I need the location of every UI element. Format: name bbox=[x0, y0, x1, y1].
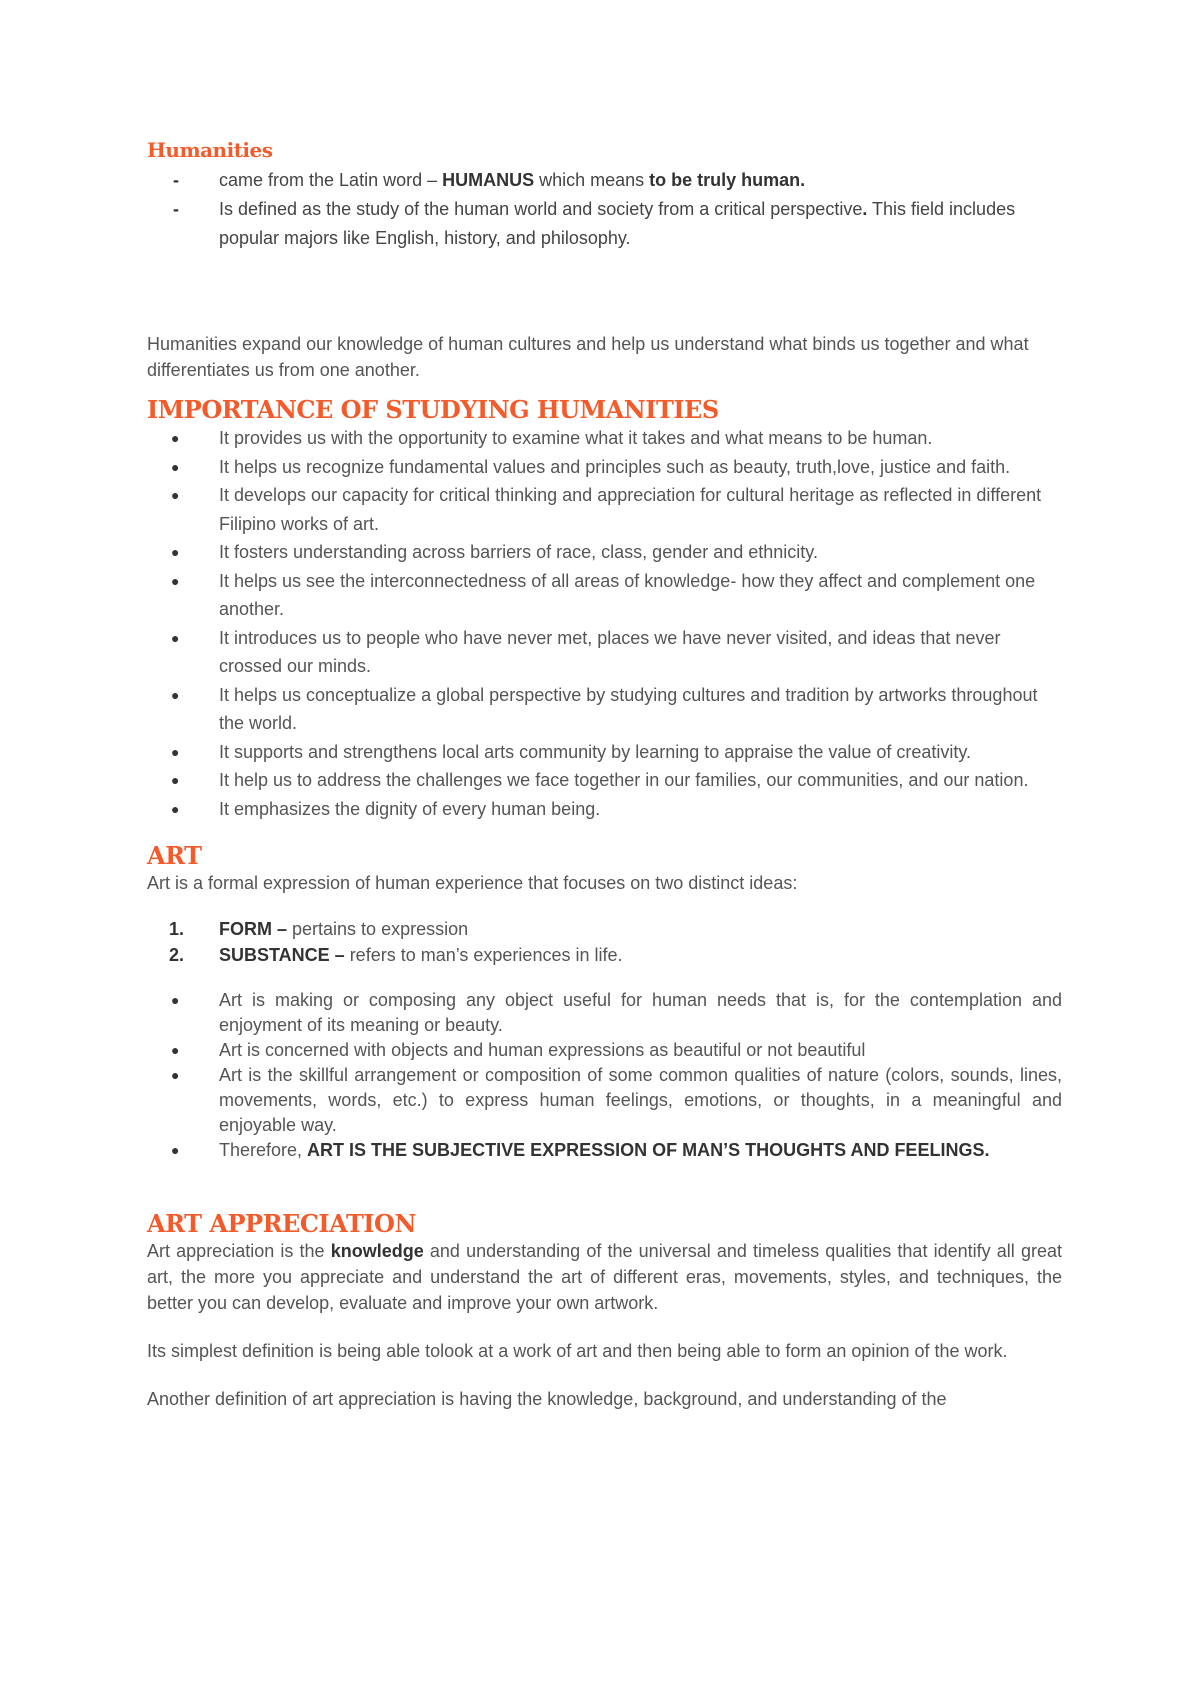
bullet-icon: ● bbox=[171, 430, 180, 446]
bullet-icon: ● bbox=[171, 1067, 180, 1083]
list-item: ● It helps us see the interconnectedness of all areas of knowledge- how they affect and complement one another. bbox=[147, 567, 1062, 624]
bullet-icon: ● bbox=[171, 992, 180, 1008]
list-item: ● It provides us with the opportunity to examine what it takes and what means to be human. bbox=[147, 424, 1062, 453]
art-definition-list bbox=[147, 988, 1062, 1163]
appreciation-paragraph-2: Its simplest definition is being able tolook at a work of art and then being able to form an opinion of the work. bbox=[147, 1341, 1008, 1361]
list-item: - Is defined as the study of the human world and society from a critical perspective. This field includes popular majors like English, history, and philosophy. bbox=[147, 195, 1062, 253]
list-item: 2. SUBSTANCE – refers to man’s experiences in life. bbox=[169, 945, 623, 965]
humanities-definition-list bbox=[147, 166, 1062, 253]
appreciation-paragraph-1: Art appreciation is the knowledge and understanding of the universal and timeless qualities that identify all great art, the more you appreciate and understand the art of different eras, movements, styles, and techniques, the better you can develop, evaluate and improve your own artwork. bbox=[147, 1241, 1062, 1313]
list-item: ● It fosters understanding across barriers of race, class, gender and ethnicity. bbox=[147, 538, 1062, 567]
art-heading: ART bbox=[147, 841, 202, 870]
document-page bbox=[147, 138, 1062, 1412]
bullet-icon: ● bbox=[171, 1142, 180, 1158]
bullet-icon: ● bbox=[171, 800, 180, 817]
bullet-icon: ● bbox=[171, 686, 180, 703]
list-item: ● Art is the skillful arrangement or composition of some common qualities of nature (colors, sounds, lines, movements, words, etc.) to express human feelings, emotions, or thoughts, in a meaningful and enjoyable way. bbox=[171, 1065, 1062, 1135]
dash-bullet-icon: - bbox=[173, 170, 179, 190]
bullet-icon: ● bbox=[171, 458, 180, 475]
list-item: ● It introduces us to people who have never met, places we have never visited, and ideas that never crossed our minds. bbox=[147, 624, 1062, 681]
list-item: ● Therefore, ART IS THE SUBJECTIVE EXPRESSION OF MAN’S THOUGHTS AND FEELINGS. bbox=[147, 1138, 1062, 1163]
art-intro: Art is a formal expression of human experience that focuses on two distinct ideas: bbox=[147, 873, 798, 893]
list-item: ● It help us to address the challenges we face together in our families, our communities, and our nation. bbox=[147, 766, 1062, 795]
bullet-icon: ● bbox=[171, 487, 180, 503]
art-ideas-list bbox=[147, 916, 1062, 968]
list-item: ● It supports and strengthens local arts community by learning to appraise the value of creativity. bbox=[147, 738, 1062, 767]
appreciation-paragraph-3: Another definition of art appreciation is having the knowledge, background, and understanding of the bbox=[147, 1389, 947, 1409]
bullet-icon: ● bbox=[171, 544, 180, 560]
importance-list bbox=[147, 424, 1062, 823]
bullet-icon: ● bbox=[171, 629, 180, 646]
list-item: ● It helps us conceptualize a global perspective by studying cultures and tradition by artworks throughout the world. bbox=[147, 681, 1062, 738]
list-item: - came from the Latin word – HUMANUS which means to be truly human. bbox=[147, 166, 1062, 195]
bullet-icon: ● bbox=[171, 743, 180, 760]
dash-bullet-icon: - bbox=[173, 199, 179, 219]
list-item: 1. FORM – pertains to expression bbox=[169, 919, 469, 939]
importance-heading: IMPORTANCE OF STUDYING HUMANITIES bbox=[147, 395, 719, 424]
list-item: ● It emphasizes the dignity of every human being. bbox=[147, 795, 1062, 824]
bullet-icon: ● bbox=[171, 1042, 180, 1058]
bullet-icon: ● bbox=[171, 772, 180, 788]
list-item: ● Art is making or composing any object useful for human needs that is, for the contemplation and enjoyment of its meaning or beauty. bbox=[171, 990, 1062, 1035]
list-item: ● It helps us recognize fundamental values and principles such as beauty, truth,love, justice and faith. bbox=[147, 453, 1062, 482]
bullet-icon: ● bbox=[171, 572, 180, 589]
art-appreciation-heading: ART APPRECIATION bbox=[147, 1209, 416, 1238]
humanities-heading: Humanities bbox=[147, 138, 273, 162]
humanities-paragraph: Humanities expand our knowledge of human cultures and help us understand what binds us together and what differentiates us from one another. bbox=[147, 334, 1029, 380]
list-item: ● It develops our capacity for critical thinking and appreciation for cultural heritage as reflected in different Filipino works of art. bbox=[147, 481, 1062, 538]
list-item: ● Art is concerned with objects and human expressions as beautiful or not beautiful bbox=[147, 1038, 1062, 1063]
